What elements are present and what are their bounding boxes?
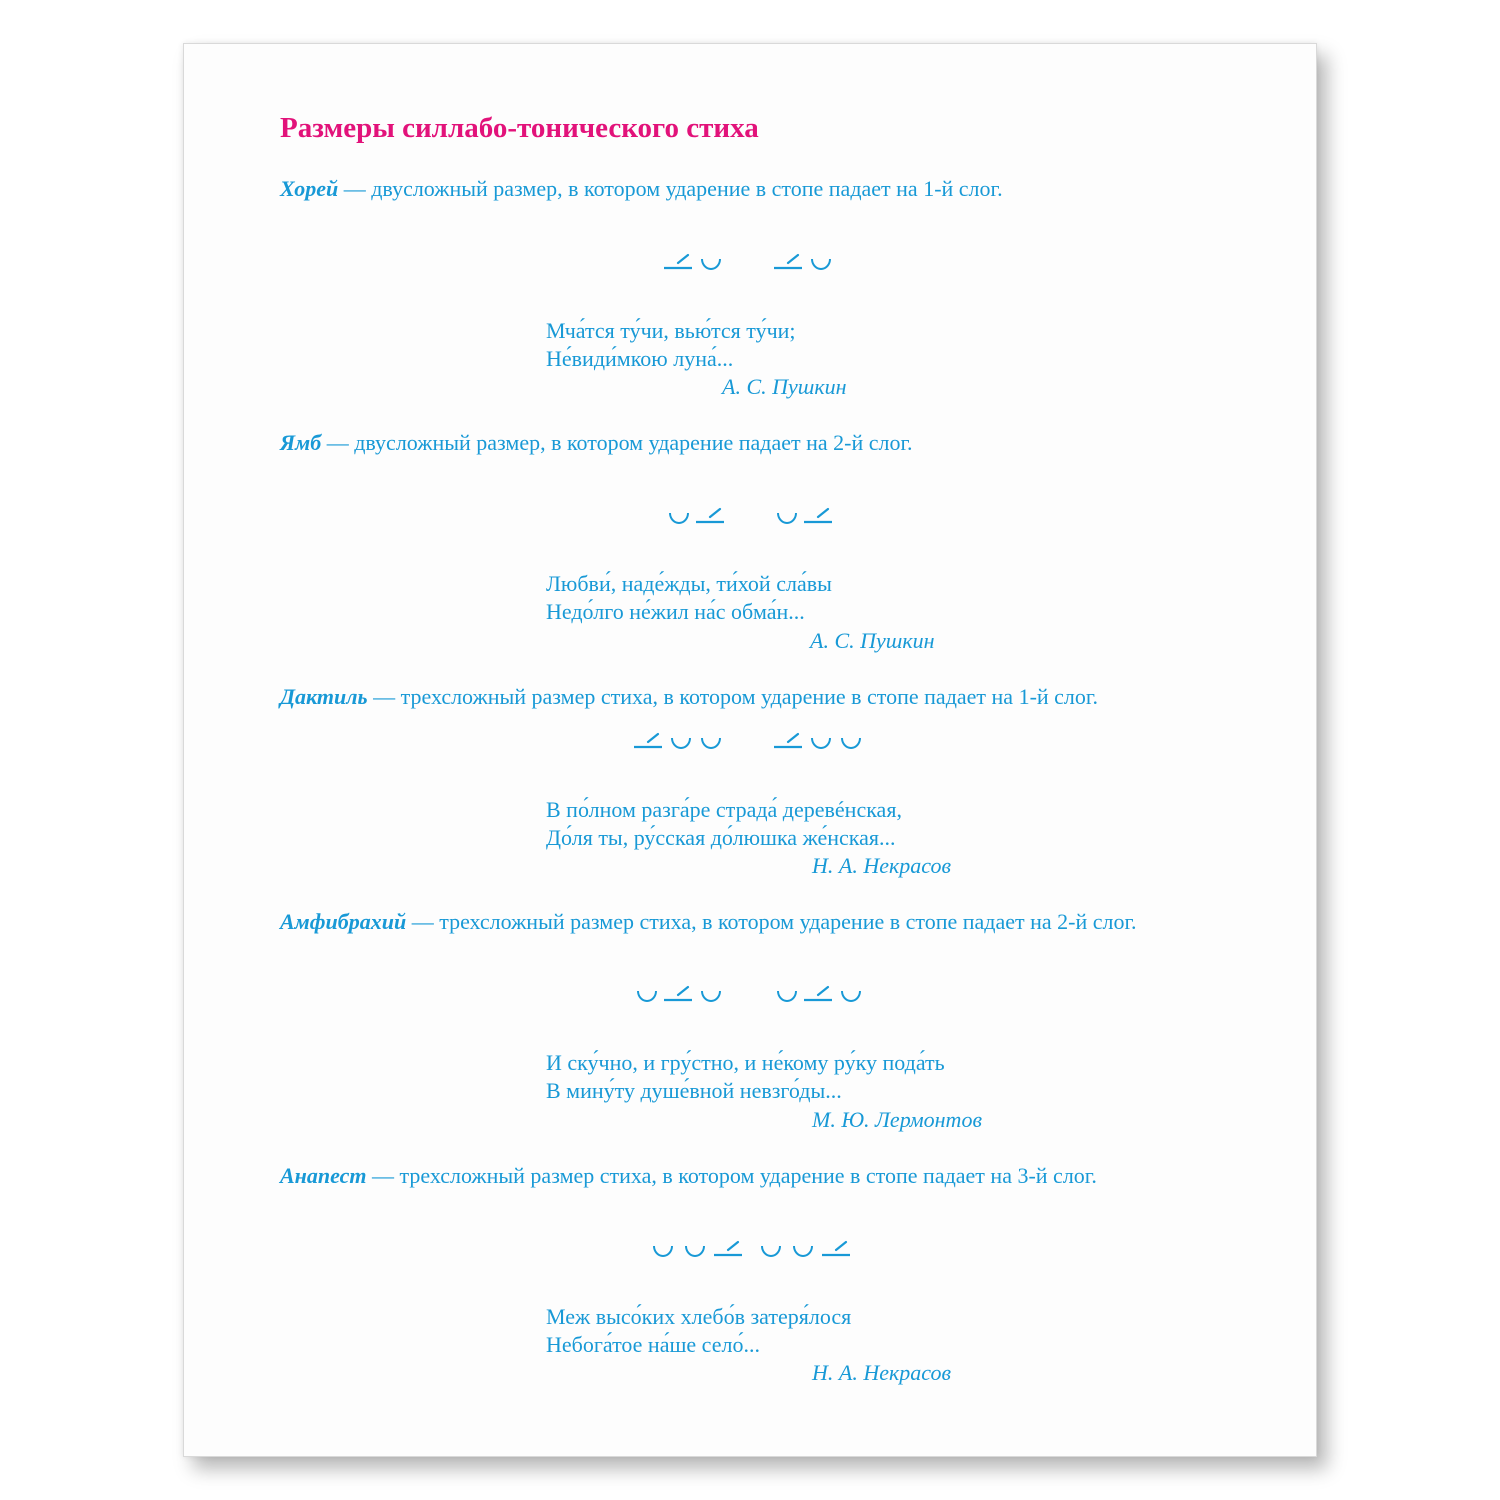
unstressed-syllable-icon: [810, 736, 832, 752]
verse-amfibrakhiy: [546, 1049, 945, 1105]
unstressed-syllable-icon: [668, 511, 690, 527]
stressed-syllable-icon: [664, 977, 694, 1003]
unstressed-syllable-icon: [670, 736, 692, 752]
definition-yamb: [280, 430, 913, 456]
description-amfibrakhiy: — трехсложный размер стиха, в котором ударение в стопе падает на 2-й слог.: [406, 909, 1137, 934]
author-khorey: А. С. Пушкин: [722, 374, 847, 399]
verse-line: До́ля ты, ру́сская до́люшка же́нская...: [546, 825, 896, 850]
verse-line: Недо́лго не́жил на́с обма́н...: [546, 599, 805, 624]
unstressed-syllable-icon: [840, 736, 862, 752]
verse-yamb: [546, 570, 832, 626]
page-title: Размеры силлабо-тонического стиха: [280, 112, 759, 144]
stressed-syllable-icon: [714, 1232, 744, 1258]
author-amfibrakhiy: М. Ю. Лермонтов: [812, 1107, 982, 1132]
unstressed-syllable-icon: [652, 1244, 674, 1260]
author-daktil: Н. А. Некрасов: [812, 853, 952, 878]
unstressed-syllable-icon: [636, 989, 658, 1005]
unstressed-syllable-icon: [776, 989, 798, 1005]
author-anapest: Н. А. Некрасов: [812, 1360, 952, 1385]
stressed-syllable-icon: [664, 245, 694, 271]
unstressed-syllable-icon: [810, 257, 832, 273]
verse-line: Небога́тое на́ше село́...: [546, 1332, 760, 1357]
verse-line: В по́лном разга́ре страда́ деревéнская,: [546, 797, 902, 822]
definition-daktil: [280, 684, 1098, 710]
description-yamb: — двусложный размер, в котором ударение падает на 2-й слог.: [321, 430, 913, 455]
verse-line: И ску́чно, и гру́стно, и не́кому ру́ку пода́ть: [546, 1050, 945, 1075]
unstressed-syllable-icon: [700, 257, 722, 273]
author-yamb: А. С. Пушкин: [810, 628, 935, 653]
verse-line: Не́види́мкою луна́...: [546, 346, 734, 371]
verse-daktil: [546, 796, 902, 852]
definition-amfibrakhiy: [280, 909, 1137, 935]
stressed-syllable-icon: [804, 977, 834, 1003]
term-amfibrakhiy: Амфибрахий: [280, 909, 407, 934]
stressed-syllable-icon: [696, 499, 726, 525]
stressed-syllable-icon: [634, 724, 664, 750]
term-anapest: Анапест: [280, 1163, 367, 1188]
description-anapest: — трехсложный размер стиха, в котором ударение в стопе падает на 3-й слог.: [366, 1163, 1097, 1188]
unstressed-syllable-icon: [760, 1244, 782, 1260]
term-daktil: Дактиль: [280, 684, 368, 709]
verse-line: В мину́ту душе́вной невзго́ды...: [546, 1078, 842, 1103]
unstressed-syllable-icon: [792, 1244, 814, 1260]
page-sheet: [183, 43, 1317, 1457]
verse-line: Любви́, наде́жды, ти́хой сла́вы: [546, 571, 832, 596]
stressed-syllable-icon: [774, 245, 804, 271]
stressed-syllable-icon: [774, 724, 804, 750]
definition-khorey: [280, 176, 1003, 202]
verse-line: Меж высо́ких хлебо́в затеря́лося: [546, 1304, 852, 1329]
stressed-syllable-icon: [822, 1232, 852, 1258]
verse-anapest: [546, 1303, 851, 1359]
unstressed-syllable-icon: [776, 511, 798, 527]
definition-anapest: [280, 1163, 1097, 1189]
term-khorey: Хорей: [280, 176, 339, 201]
stressed-syllable-icon: [804, 499, 834, 525]
unstressed-syllable-icon: [684, 1244, 706, 1260]
verse-khorey: [546, 317, 796, 373]
unstressed-syllable-icon: [700, 989, 722, 1005]
term-yamb: Ямб: [280, 430, 322, 455]
description-khorey: — двусложный размер, в котором ударение в стопе падает на 1-й слог.: [338, 176, 1003, 201]
unstressed-syllable-icon: [840, 989, 862, 1005]
verse-line: Мча́тся ту́чи, вью́тся ту́чи;: [546, 318, 796, 343]
unstressed-syllable-icon: [700, 736, 722, 752]
description-daktil: — трехсложный размер стиха, в котором ударение в стопе падает на 1-й слог.: [367, 684, 1098, 709]
